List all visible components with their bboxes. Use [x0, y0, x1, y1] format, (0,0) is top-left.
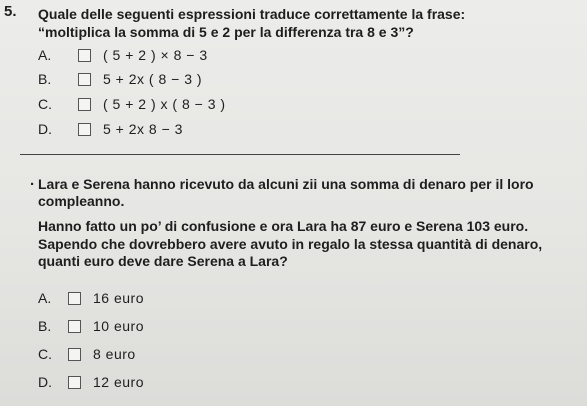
option-letter: A.	[38, 290, 52, 306]
q6-option-d[interactable]	[38, 374, 144, 390]
question-6-text-line4: Sapendo che dovrebbero avere avuto in regalo la stessa quantità di denaro,	[38, 236, 543, 252]
checkbox[interactable]	[68, 376, 81, 389]
question-6-text-line5: quanti euro deve dare Serena a Lara?	[38, 253, 288, 269]
checkbox[interactable]	[68, 320, 81, 333]
q5-option-c[interactable]	[38, 96, 226, 112]
question-6-text-line3: Hanno fatto un po’ di confusione e ora Lara ha 87 euro e Serena 103 euro.	[38, 218, 529, 234]
q5-option-b[interactable]	[38, 71, 202, 87]
checkbox[interactable]	[78, 49, 91, 62]
checkbox[interactable]	[78, 98, 91, 111]
option-text: ( 5 + 2 ) x ( 8 − 3 )	[103, 96, 226, 112]
option-letter: A.	[38, 47, 52, 63]
question-6-text-line2: compleanno.	[38, 193, 125, 209]
checkbox[interactable]	[68, 348, 81, 361]
question-5-text-line1: Quale delle seguenti espressioni traduce correttamente la frase:	[38, 6, 466, 22]
option-text: 10 euro	[93, 318, 144, 334]
q6-option-a[interactable]	[38, 290, 144, 306]
q5-option-d[interactable]	[38, 121, 183, 137]
q6-option-b[interactable]	[38, 318, 144, 334]
question-6-text-line1: Lara e Serena hanno ricevuto da alcuni zii una somma di denaro per il loro	[38, 176, 534, 192]
option-text: ( 5 + 2 ) × 8 − 3	[103, 47, 208, 63]
option-text: 12 euro	[93, 374, 144, 390]
option-letter: C.	[38, 96, 52, 112]
option-letter: B.	[38, 71, 52, 87]
question-6-number: .	[30, 172, 35, 189]
q6-option-c[interactable]	[38, 346, 136, 362]
checkbox[interactable]	[68, 292, 81, 305]
option-letter: C.	[38, 346, 52, 362]
section-divider	[20, 154, 460, 155]
option-letter: B.	[38, 318, 52, 334]
checkbox[interactable]	[78, 73, 91, 86]
option-text: 5 + 2x 8 − 3	[103, 121, 183, 137]
option-text: 5 + 2x ( 8 − 3 )	[103, 71, 203, 87]
q5-option-a[interactable]	[38, 47, 208, 63]
question-5-text-line2: “moltiplica la somma di 5 e 2 per la differenza tra 8 e 3”?	[38, 24, 414, 40]
question-5-number: 5.	[4, 3, 17, 20]
option-text: 16 euro	[93, 290, 144, 306]
option-letter: D.	[38, 121, 52, 137]
checkbox[interactable]	[78, 123, 91, 136]
option-text: 8 euro	[93, 346, 136, 362]
option-letter: D.	[38, 374, 52, 390]
